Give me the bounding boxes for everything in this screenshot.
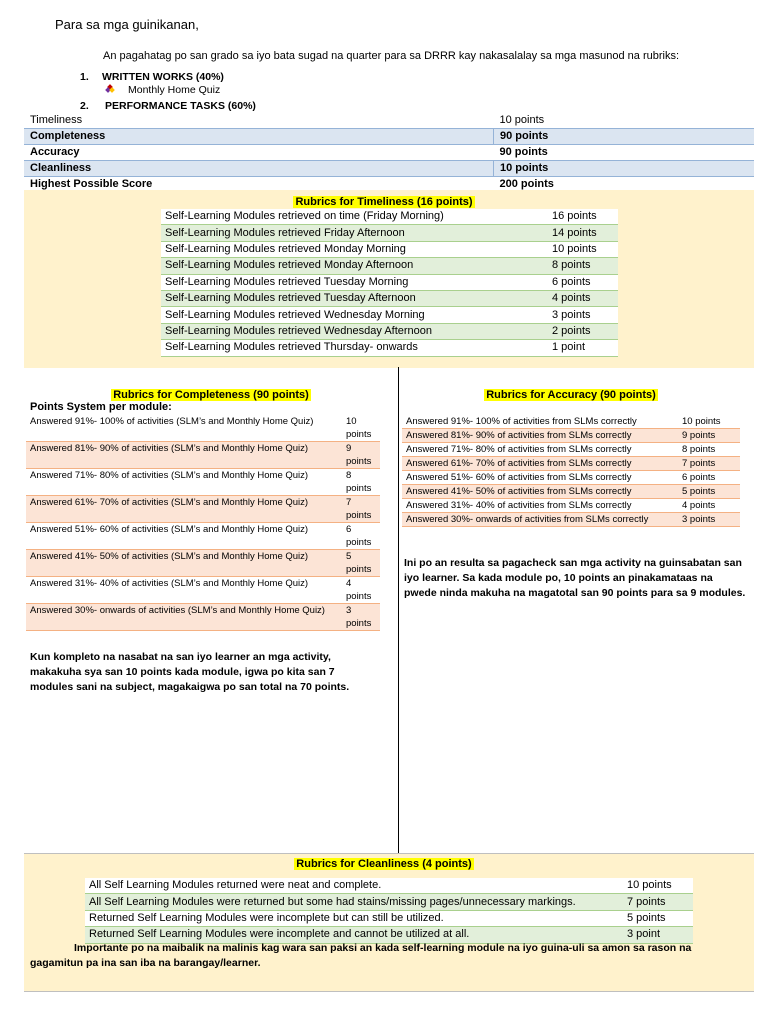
table-row: [161, 323, 618, 339]
rubric-desc: Answered 61%- 70% of activities from SLMs correctly: [402, 457, 678, 471]
table-row: [26, 469, 380, 496]
table-row: [402, 499, 740, 513]
rubric-desc: Answered 51%- 60% of activities from SLMs correctly: [402, 471, 678, 485]
rubric-desc: Answered 61%- 70% of activities (SLM’s and Monthly Home Quiz): [26, 496, 342, 523]
table-row: [402, 443, 740, 457]
rubric-points: 3 points: [548, 307, 618, 323]
rubric-points: 9 points: [342, 442, 380, 469]
rubric-desc: Self-Learning Modules retrieved Monday Afternoon: [161, 258, 548, 274]
summary-value: 90 points: [494, 129, 755, 145]
accuracy-title: Rubrics for Accuracy (90 points): [486, 389, 656, 401]
completeness-title: Rubrics for Completeness (90 points): [113, 389, 309, 401]
summary-label: Timeliness: [30, 114, 83, 126]
summary-value: 90 points: [499, 146, 548, 158]
summary-table: [24, 113, 754, 192]
rubric-points: 8 points: [678, 443, 740, 457]
rubric-desc: Answered 81%- 90% of activities (SLM’s and Monthly Home Quiz): [26, 442, 342, 469]
cleanliness-title-wrap: [0, 854, 768, 872]
rubric-desc: Self-Learning Modules retrieved Wednesday Morning: [161, 307, 548, 323]
item-performance-tasks-number: 2.: [80, 100, 89, 112]
summary-row: [24, 145, 754, 161]
rubric-desc: Answered 91%- 100% of activities from SLMs correctly: [402, 415, 678, 429]
cleanliness-table: [85, 878, 693, 944]
summary-label: Completeness: [24, 129, 494, 145]
rubric-desc: Answered 31%- 40% of activities from SLMs correctly: [402, 499, 678, 513]
table-row: [161, 290, 618, 306]
table-row: [26, 604, 380, 631]
rubric-desc: Self-Learning Modules retrieved Monday Morning: [161, 241, 548, 257]
completeness-table: [26, 415, 380, 631]
rubric-points: 3 points: [678, 513, 740, 527]
rubric-desc: Answered 31%- 40% of activities (SLM’s and Monthly Home Quiz): [26, 577, 342, 604]
summary-row: [24, 113, 754, 129]
rubric-points: 10 points: [342, 415, 380, 442]
rubric-points: 8 points: [548, 258, 618, 274]
table-row: [26, 550, 380, 577]
rubric-points: 7 points: [678, 457, 740, 471]
table-row: [26, 442, 380, 469]
rubric-desc: Returned Self Learning Modules were incomplete and cannot be utilized at all.: [85, 927, 623, 943]
rubric-desc: Self-Learning Modules retrieved on time (Friday Morning): [161, 209, 548, 225]
rubric-points: 16 points: [548, 209, 618, 225]
rubric-points: 6 points: [342, 523, 380, 550]
summary-row: [24, 129, 754, 145]
rubric-points: 10 points: [623, 878, 693, 894]
accuracy-note: Ini po an resulta sa pagacheck san mga activity na guinsabatan san iyo learner. Sa kada module po, 10 points an pinakamataas na pwede ninda makuha na magatotal san 90 points para sa 9 modules.: [404, 557, 746, 599]
table-row: [402, 415, 740, 429]
summary-row: [24, 161, 754, 177]
rubric-points: 7 points: [623, 894, 693, 910]
rubric-desc: All Self Learning Modules were returned but some had stains/missing pages/unnecessary markings.: [85, 894, 623, 910]
rubric-desc: Self-Learning Modules retrieved Wednesday Afternoon: [161, 323, 548, 339]
table-row: [26, 577, 380, 604]
table-row: [402, 429, 740, 443]
rubric-points: 7 points: [342, 496, 380, 523]
cleanliness-bottom-rule: [24, 991, 754, 992]
table-row: [161, 307, 618, 323]
table-row: [402, 471, 740, 485]
timeliness-title: Rubrics for Timeliness (16 points): [295, 196, 473, 208]
table-row: [161, 274, 618, 290]
rubric-points: 5 points: [678, 485, 740, 499]
rubric-points: 6 points: [548, 274, 618, 290]
rubric-points: 1 point: [548, 340, 618, 356]
rubric-desc: Answered 71%- 80% of activities (SLM’s and Monthly Home Quiz): [26, 469, 342, 496]
rubric-desc: Answered 71%- 80% of activities from SLMs correctly: [402, 443, 678, 457]
item-written-works: WRITTEN WORKS (40%): [102, 71, 224, 83]
rubric-desc: Answered 91%- 100% of activities (SLM’s and Monthly Home Quiz): [26, 415, 342, 442]
table-row: [161, 241, 618, 257]
completeness-subtitle: Points System per module:: [30, 401, 172, 413]
item-performance-tasks: PERFORMANCE TASKS (60%): [105, 100, 256, 112]
rubric-points: 9 points: [678, 429, 740, 443]
table-row: [402, 457, 740, 471]
table-row: [85, 878, 693, 894]
rubric-points: 10 points: [548, 241, 618, 257]
table-row: [161, 258, 618, 274]
table-row: [402, 513, 740, 527]
rubric-desc: Self-Learning Modules retrieved Tuesday Morning: [161, 274, 548, 290]
table-row: [26, 415, 380, 442]
rubric-points: 3 points: [342, 604, 380, 631]
rubric-points: 2 points: [548, 323, 618, 339]
accuracy-table: [402, 415, 740, 527]
cleanliness-title: Rubrics for Cleanliness (4 points): [296, 858, 472, 870]
table-row: [85, 894, 693, 910]
rubric-desc: Answered 30%- onwards of activities from SLMs correctly: [402, 513, 678, 527]
rubric-points: 4 points: [548, 290, 618, 306]
table-row: [26, 496, 380, 523]
summary-label: Highest Possible Score: [30, 178, 153, 190]
timeliness-title-wrap: [0, 192, 768, 210]
rubric-desc: Answered 41%- 50% of activities from SLMs correctly: [402, 485, 678, 499]
rubric-desc: Answered 30%- onwards of activities (SLM’s and Monthly Home Quiz): [26, 604, 342, 631]
rubric-points: 8 points: [342, 469, 380, 496]
accuracy-title-wrap: [398, 385, 744, 403]
rubric-points: 5 points: [623, 910, 693, 926]
sub-item-row: [106, 85, 115, 97]
table-row: [161, 209, 618, 225]
rubric-desc: All Self Learning Modules returned were neat and complete.: [85, 878, 623, 894]
rubric-points: 4 points: [678, 499, 740, 513]
rubric-points: 10 points: [678, 415, 740, 429]
rubric-desc: Returned Self Learning Modules were incomplete but can still be utilized.: [85, 910, 623, 926]
summary-label: Accuracy: [30, 146, 80, 158]
summary-value: 10 points: [494, 161, 755, 177]
greeting: Para sa mga guinikanan,: [55, 17, 199, 32]
diamond-bullet-icon: [106, 85, 115, 94]
rubric-desc: Self-Learning Modules retrieved Friday Afternoon: [161, 225, 548, 241]
table-row: [26, 523, 380, 550]
table-row: [161, 225, 618, 241]
summary-label: Cleanliness: [24, 161, 494, 177]
sub-item-monthly-home-quiz: Monthly Home Quiz: [128, 84, 221, 96]
cleanliness-note: Importante po na maibalik na malinis kag wara san paksi an kada self-learning module na iyo guina-uli sa amon sa rason na gagamitun pa ina san iba na barangay/learner.: [30, 942, 692, 969]
rubric-points: 5 points: [342, 550, 380, 577]
rubric-desc: Answered 51%- 60% of activities (SLM’s and Monthly Home Quiz): [26, 523, 342, 550]
table-row: [402, 485, 740, 499]
rubric-desc: Answered 41%- 50% of activities (SLM’s and Monthly Home Quiz): [26, 550, 342, 577]
rubric-points: 4 points: [342, 577, 380, 604]
timeliness-table: [161, 209, 618, 357]
rubric-desc: Answered 81%- 90% of activities from SLMs correctly: [402, 429, 678, 443]
summary-value: 10 points: [499, 114, 545, 126]
table-row: [85, 910, 693, 926]
rubric-points: 14 points: [548, 225, 618, 241]
completeness-note: Kun kompleto na nasabat na san iyo learner an mga activity, makakuha sya san 10 points kada module, igwa po kita san 7 modules sani na subject, magakaigwa po san total na 70 points.: [30, 651, 350, 693]
column-divider: [398, 367, 399, 855]
item-written-works-number: 1.: [80, 71, 89, 83]
rubric-desc: Self-Learning Modules retrieved Thursday- onwards: [161, 340, 548, 356]
intro-text: An pagahatag po san grado sa iyo bata sugad na quarter para sa DRRR kay nakasalalay sa mga masunod na rubriks:: [103, 50, 680, 62]
rubric-points: 6 points: [678, 471, 740, 485]
summary-value: 200 points: [499, 178, 554, 190]
rubric-points: 3 point: [623, 927, 693, 943]
table-row: [161, 340, 618, 356]
rubric-desc: Self-Learning Modules retrieved Tuesday Afternoon: [161, 290, 548, 306]
